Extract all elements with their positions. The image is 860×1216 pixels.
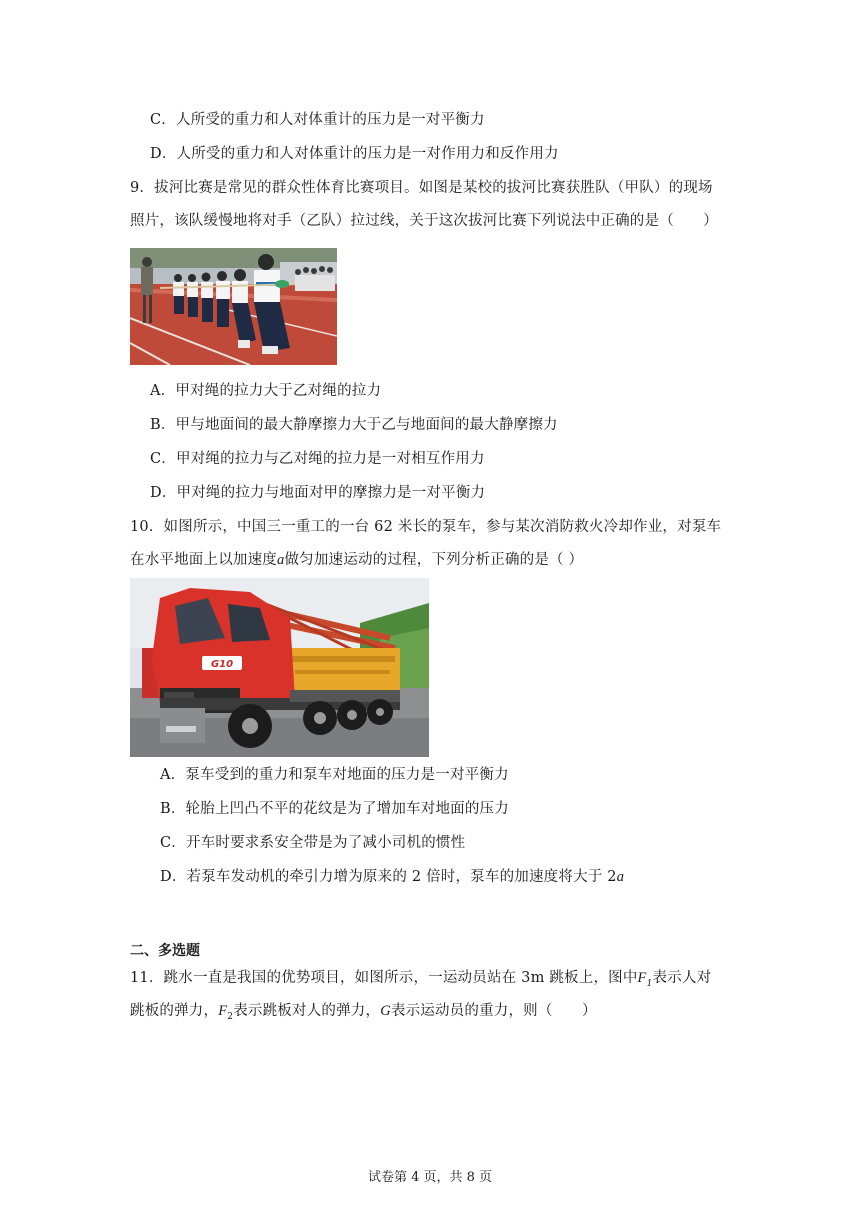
q10-option-c: C．开车时要求系安全带是为了减小司机的惯性 bbox=[160, 835, 466, 851]
pump-truck-photo bbox=[130, 578, 429, 757]
q9-option-b: B．甲与地面间的最大静摩擦力大于乙与地面间的最大静摩擦力 bbox=[150, 417, 558, 433]
q8-option-d: D．人所受的重力和人对体重计的压力是一对作用力和反作用力 bbox=[150, 146, 559, 162]
section-title-multiple-choice: 二、多选题 bbox=[130, 943, 200, 959]
q9-option-a: A．甲对绳的拉力大于乙对绳的拉力 bbox=[150, 383, 382, 399]
tug-of-war-photo bbox=[130, 248, 337, 365]
q9-option-c: C．甲对绳的拉力与乙对绳的拉力是一对相互作用力 bbox=[150, 451, 485, 467]
q10-option-b: B．轮胎上凹凸不平的花纹是为了增加车对地面的压力 bbox=[160, 801, 509, 817]
q11-stem-line1: 11．跳水一直是我国的优势项目，如图所示，一运动员站在 3m 跳板上，图中$F_1$表示人对 bbox=[130, 970, 712, 989]
q9-stem-line1: 9．拔河比赛是常见的群众性体育比赛项目。如图是某校的拔河比赛获胜队（甲队）的现场 bbox=[130, 180, 713, 196]
q10-option-d: D．若泵车发动机的牵引力增为原来的 2 倍时，泵车的加速度将大于 2a bbox=[160, 869, 625, 885]
q10-stem-line1: 10．如图所示，中国三一重工的一台 62 米长的泵车，参与某次消防救火冷却作业，对泵车 bbox=[130, 519, 722, 535]
q10-stem-line2: 在水平地面上以加速度a做匀加速运动的过程，下列分析正确的是（ ） bbox=[130, 552, 584, 568]
q9-stem-line2: 照片，该队缓慢地将对手（乙队）拉过线，关于这次拔河比赛下列说法中正确的是（ ） bbox=[130, 213, 718, 229]
page-footer: 试卷第 4 页，共 8 页 bbox=[367, 1170, 493, 1185]
q10-option-a: A．泵车受到的重力和泵车对地面的压力是一对平衡力 bbox=[160, 767, 509, 783]
q9-option-d: D．甲对绳的拉力与地面对甲的摩擦力是一对平衡力 bbox=[150, 485, 486, 501]
q11-stem-line2: 跳板的弹力，$F_2$表示跳板对人的弹力，G表示运动员的重力，则（ ） bbox=[130, 1003, 597, 1022]
q8-option-c: C．人所受的重力和人对体重计的压力是一对平衡力 bbox=[150, 112, 485, 128]
acceleration-symbol: a bbox=[277, 552, 285, 568]
truck-logo: G10 bbox=[210, 659, 234, 670]
